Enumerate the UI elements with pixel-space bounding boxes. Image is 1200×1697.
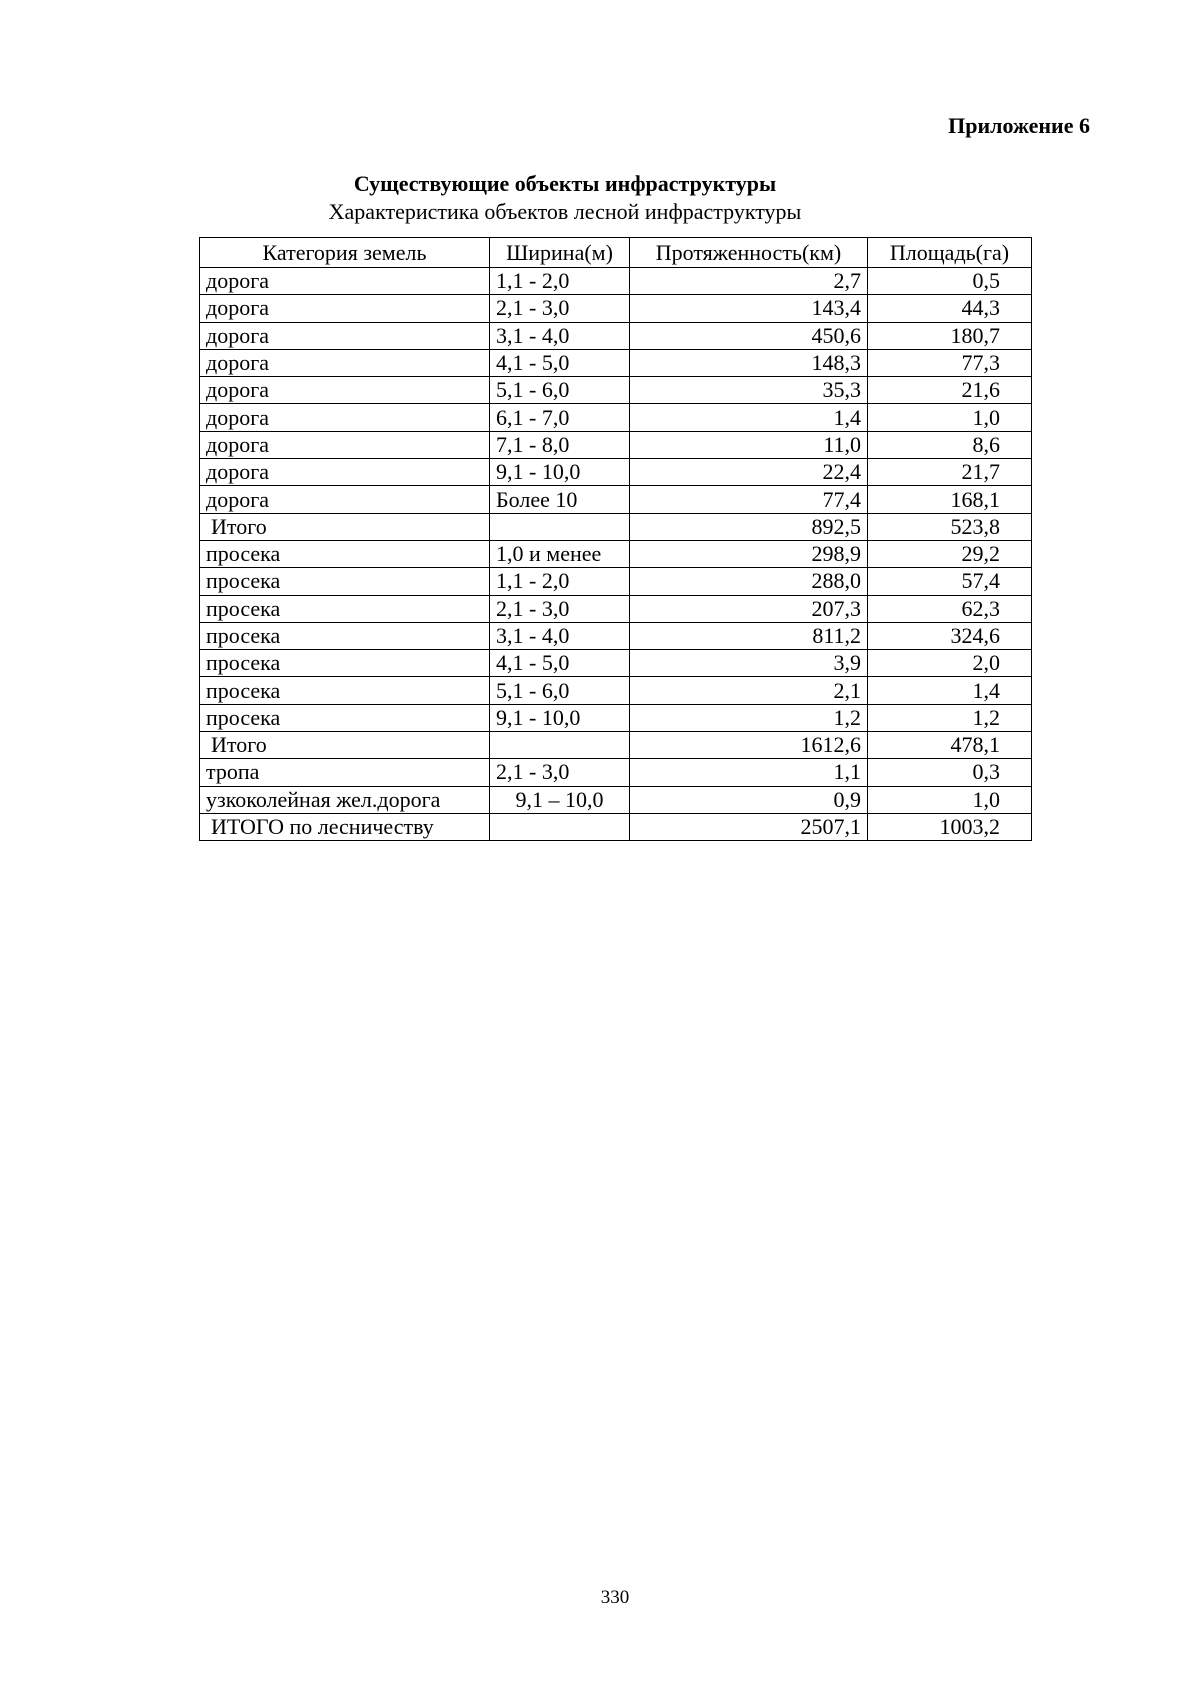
table-row xyxy=(200,459,1032,486)
cell-length: 2,7 xyxy=(630,268,868,295)
header-category: Категория земель xyxy=(200,238,490,268)
cell-category: узкоколейная жел.дорога xyxy=(200,786,490,813)
cell-width: 2,1 - 3,0 xyxy=(490,295,630,322)
cell-category: дорога xyxy=(200,295,490,322)
cell-width xyxy=(490,813,630,840)
cell-category: тропа xyxy=(200,759,490,786)
table-row xyxy=(200,322,1032,349)
cell-width: 9,1 - 10,0 xyxy=(490,704,630,731)
cell-width: 2,1 - 3,0 xyxy=(490,759,630,786)
cell-length: 811,2 xyxy=(630,622,868,649)
cell-area: 29,2 xyxy=(868,540,1032,567)
cell-width: 4,1 - 5,0 xyxy=(490,349,630,376)
cell-length: 892,5 xyxy=(630,513,868,540)
cell-length: 288,0 xyxy=(630,568,868,595)
cell-area: 2,0 xyxy=(868,650,1032,677)
cell-width: 4,1 - 5,0 xyxy=(490,650,630,677)
cell-width: 1,1 - 2,0 xyxy=(490,568,630,595)
cell-category: просека xyxy=(200,650,490,677)
cell-category: просека xyxy=(200,568,490,595)
cell-width xyxy=(490,732,630,759)
table-row xyxy=(200,568,1032,595)
cell-category: просека xyxy=(200,677,490,704)
cell-category: дорога xyxy=(200,486,490,513)
cell-width: 9,1 – 10,0 xyxy=(490,786,630,813)
cell-area: 8,6 xyxy=(868,431,1032,458)
document-subtitle: Характеристика объектов лесной инфраструктуры xyxy=(328,199,802,224)
table-row xyxy=(200,650,1032,677)
cell-length: 1612,6 xyxy=(630,732,868,759)
cell-width: 6,1 - 7,0 xyxy=(490,404,630,431)
cell-length: 0,9 xyxy=(630,786,868,813)
cell-area: 0,3 xyxy=(868,759,1032,786)
cell-length: 148,3 xyxy=(630,349,868,376)
table-row xyxy=(200,486,1032,513)
cell-length: 1,4 xyxy=(630,404,868,431)
cell-width xyxy=(490,513,630,540)
appendix-label: Приложение 6 xyxy=(948,113,1090,138)
cell-area: 1,2 xyxy=(868,704,1032,731)
cell-category: ИТОГО по лесничеству xyxy=(200,813,490,840)
cell-length: 3,9 xyxy=(630,650,868,677)
header-area: Площадь(га) xyxy=(868,238,1032,268)
table-row xyxy=(200,786,1032,813)
cell-width: 1,1 - 2,0 xyxy=(490,268,630,295)
cell-length: 1,1 xyxy=(630,759,868,786)
cell-area: 523,8 xyxy=(868,513,1032,540)
cell-length: 35,3 xyxy=(630,377,868,404)
cell-category: дорога xyxy=(200,459,490,486)
cell-area: 62,3 xyxy=(868,595,1032,622)
cell-area: 1003,2 xyxy=(868,813,1032,840)
cell-category: Итого xyxy=(200,732,490,759)
cell-area: 21,7 xyxy=(868,459,1032,486)
cell-area: 57,4 xyxy=(868,568,1032,595)
table-row xyxy=(200,268,1032,295)
cell-width: 9,1 - 10,0 xyxy=(490,459,630,486)
table-row xyxy=(200,677,1032,704)
cell-length: 1,2 xyxy=(630,704,868,731)
table-total-row xyxy=(200,513,1032,540)
cell-category: дорога xyxy=(200,349,490,376)
table-row xyxy=(200,431,1032,458)
cell-length: 22,4 xyxy=(630,459,868,486)
page-number: 330 xyxy=(600,1587,630,1608)
cell-length: 2,1 xyxy=(630,677,868,704)
cell-length: 11,0 xyxy=(630,431,868,458)
table-row xyxy=(200,704,1032,731)
cell-category: дорога xyxy=(200,404,490,431)
cell-area: 168,1 xyxy=(868,486,1032,513)
cell-area: 21,6 xyxy=(868,377,1032,404)
cell-area: 1,0 xyxy=(868,404,1032,431)
cell-area: 324,6 xyxy=(868,622,1032,649)
cell-width: 3,1 - 4,0 xyxy=(490,322,630,349)
table-row xyxy=(200,349,1032,376)
table-total-row xyxy=(200,813,1032,840)
cell-category: просека xyxy=(200,540,490,567)
cell-width: 7,1 - 8,0 xyxy=(490,431,630,458)
cell-area: 180,7 xyxy=(868,322,1032,349)
cell-area: 44,3 xyxy=(868,295,1032,322)
table-row xyxy=(200,595,1032,622)
header-length: Протяженность(км) xyxy=(630,238,868,268)
cell-area: 478,1 xyxy=(868,732,1032,759)
table-row xyxy=(200,404,1032,431)
cell-category: Итого xyxy=(200,513,490,540)
cell-category: дорога xyxy=(200,268,490,295)
cell-area: 1,0 xyxy=(868,786,1032,813)
cell-category: дорога xyxy=(200,377,490,404)
cell-length: 298,9 xyxy=(630,540,868,567)
cell-length: 2507,1 xyxy=(630,813,868,840)
cell-area: 1,4 xyxy=(868,677,1032,704)
cell-length: 77,4 xyxy=(630,486,868,513)
table-row xyxy=(200,295,1032,322)
cell-category: просека xyxy=(200,622,490,649)
table-row xyxy=(200,759,1032,786)
table-body xyxy=(200,268,1032,841)
document-title: Существующие объекты инфраструктуры xyxy=(353,171,777,196)
cell-width: 2,1 - 3,0 xyxy=(490,595,630,622)
cell-width: 3,1 - 4,0 xyxy=(490,622,630,649)
cell-length: 450,6 xyxy=(630,322,868,349)
cell-area: 0,5 xyxy=(868,268,1032,295)
infrastructure-table xyxy=(199,237,1032,841)
cell-category: дорога xyxy=(200,322,490,349)
header-width: Ширина(м) xyxy=(490,238,630,268)
table-row xyxy=(200,622,1032,649)
table-row xyxy=(200,540,1032,567)
cell-length: 207,3 xyxy=(630,595,868,622)
cell-width: 5,1 - 6,0 xyxy=(490,377,630,404)
cell-category: просека xyxy=(200,595,490,622)
cell-width: 1,0 и менее xyxy=(490,540,630,567)
cell-category: просека xyxy=(200,704,490,731)
cell-area: 77,3 xyxy=(868,349,1032,376)
table-total-row xyxy=(200,732,1032,759)
cell-length: 143,4 xyxy=(630,295,868,322)
table-header-row xyxy=(200,238,1032,268)
table-row xyxy=(200,377,1032,404)
cell-width: Более 10 xyxy=(490,486,630,513)
cell-category: дорога xyxy=(200,431,490,458)
cell-width: 5,1 - 6,0 xyxy=(490,677,630,704)
